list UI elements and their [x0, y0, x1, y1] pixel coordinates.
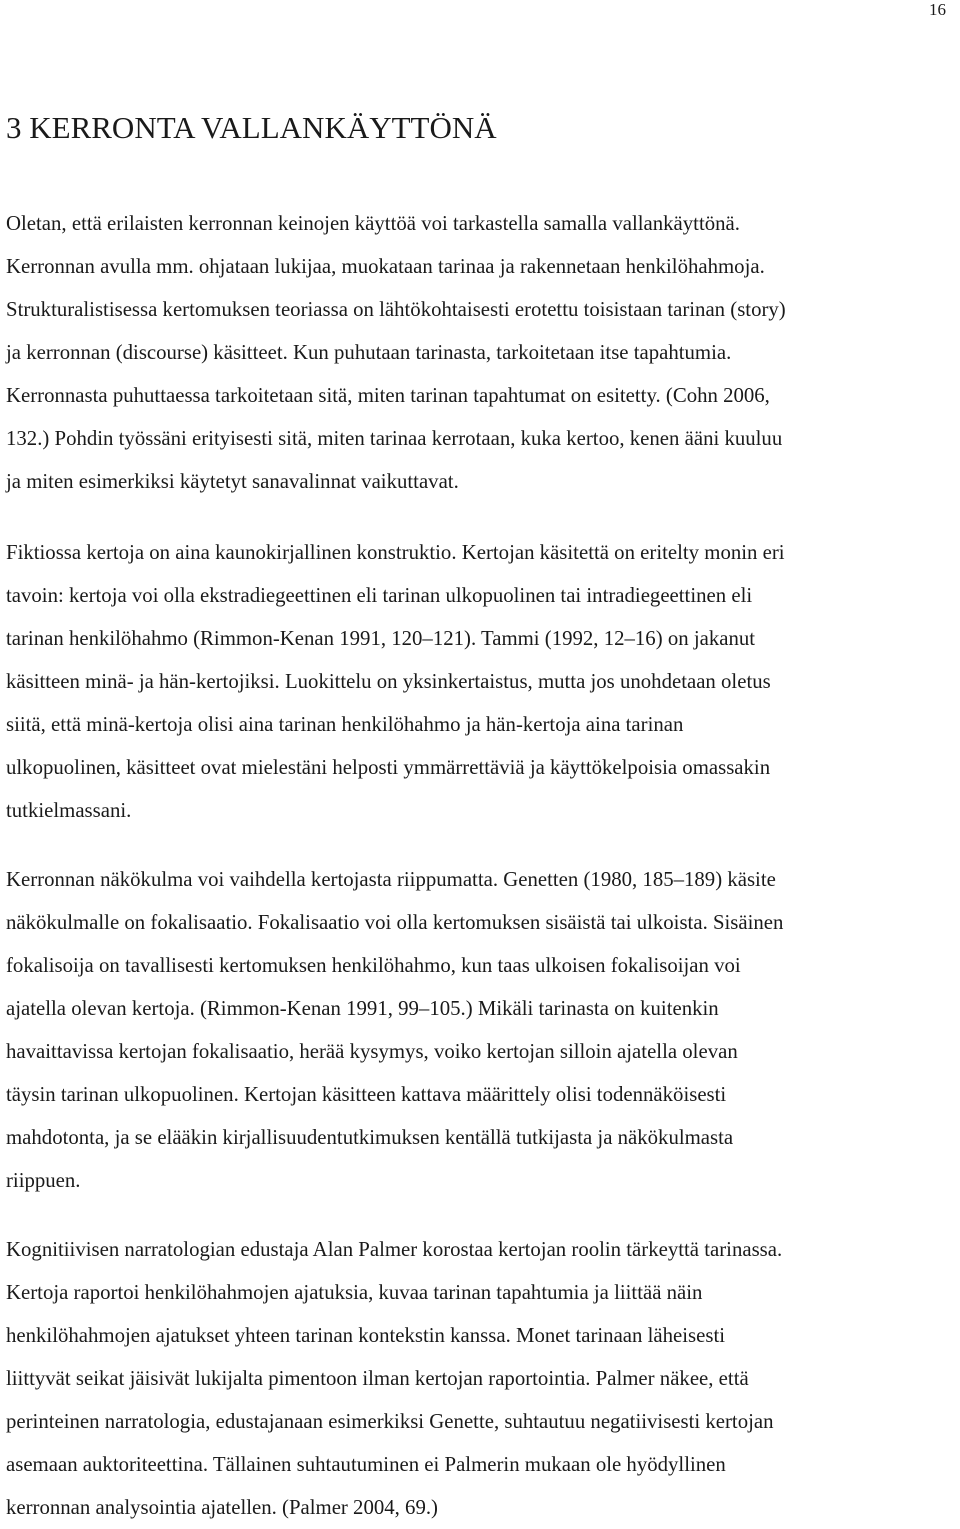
text-line: asemaan auktoriteettina. Tällainen suhtautuminen ei Palmerin mukaan ole hyödyllinen [6, 1453, 726, 1476]
text-line: Kerronnan avulla mm. ohjataan lukijaa, muokataan tarinaa ja rakennetaan henkilöhahmoja. [6, 255, 765, 278]
text-line: näkökulmalle on fokalisaatio. Fokalisaatio voi olla kertomuksen sisäistä tai ulkoista. Sisäinen [6, 911, 784, 934]
text-line: Kerronnasta puhuttaessa tarkoitetaan sitä, miten tarinan tapahtumat on esitetty. (Cohn 2006, [6, 384, 770, 407]
text-line: ja kerronnan (discourse) käsitteet. Kun puhutaan tarinasta, tarkoitetaan itse tapahtumia. [6, 341, 732, 364]
paragraph [6, 202, 956, 503]
text-line: liittyvät seikat jäisivät lukijalta pimentoon ilman kertojan raportointia. Palmer näkee, että [6, 1367, 749, 1390]
text-line: havaittavissa kertojan fokalisaatio, herää kysymys, voiko kertojan silloin ajatella olevan [6, 1040, 738, 1063]
text-line: ajatella olevan kertoja. (Rimmon-Kenan 1991, 99–105.) Mikäli tarinasta on kuitenkin [6, 997, 719, 1020]
text-line: mahdotonta, ja se elääkin kirjallisuudentutkimuksen kentällä tutkijasta ja näkökulmasta [6, 1126, 734, 1149]
text-line: Kognitiivisen narratologian edustaja Alan Palmer korostaa kertojan roolin tärkeyttä tarinassa. [6, 1238, 783, 1261]
chapter-title: 3 KERRONTA VALLANKÄYTTÖNÄ [6, 110, 497, 145]
text-line: siitä, että minä-kertoja olisi aina tarinan henkilöhahmo ja hän-kertoja aina tarinan [6, 713, 684, 736]
text-line: Fiktiossa kertoja on aina kaunokirjallinen konstruktio. Kertojan käsitettä on eritelty monin eri [6, 541, 785, 564]
text-line: fokalisoija on tavallisesti kertomuksen henkilöhahmo, kun taas ulkoisen fokalisoijan voi [6, 954, 741, 977]
text-line: käsitteen minä- ja hän-kertojiksi. Luokittelu on yksinkertaistus, mutta jos unohdetaan oletus [6, 670, 771, 693]
text-line: tarinan henkilöhahmo (Rimmon-Kenan 1991, 120–121). Tammi (1992, 12–16) on jakanut [6, 627, 756, 650]
text-line: henkilöhahmojen ajatukset yhteen tarinan kontekstin kanssa. Monet tarinaan läheisesti [6, 1324, 726, 1347]
page-number: 16 [929, 0, 946, 19]
text-line: perinteinen narratologia, edustajanaan esimerkiksi Genette, suhtautuu negatiivisesti kertojan [6, 1410, 774, 1433]
text-line: täysin tarinan ulkopuolinen. Kertojan käsitteen kattava määrittely olisi todennäköisesti [6, 1083, 727, 1106]
text-line: Kerronnan näkökulma voi vaihdella kertojasta riippumatta. Genetten (1980, 185–189) käsite [6, 868, 776, 891]
text-line: kerronnan analysointia ajatellen. (Palmer 2004, 69.) [6, 1496, 438, 1519]
text-line: tutkielmassani. [6, 799, 132, 822]
paragraph [6, 531, 956, 832]
text-line: Kertoja raportoi henkilöhahmojen ajatuksia, kuvaa tarinan tapahtumia ja liittää näin [6, 1281, 703, 1304]
text-line: riippuen. [6, 1169, 81, 1192]
paragraph [6, 1228, 956, 1529]
text-line: tavoin: kertoja voi olla ekstradiegeettinen eli tarinan ulkopuolinen tai intradiegeettinen eli [6, 584, 753, 607]
text-line: 132.) Pohdin työssäni erityisesti sitä, miten tarinaa kerrotaan, kuka kertoo, kenen ääni kuuluu [6, 427, 783, 450]
text-line: Oletan, että erilaisten kerronnan keinojen käyttöä voi tarkastella samalla vallankäyttönä. [6, 212, 740, 235]
text-line: ja miten esimerkiksi käytetyt sanavalinnat vaikuttavat. [6, 470, 459, 493]
paragraph [6, 858, 956, 1202]
text-line: ulkopuolinen, käsitteet ovat mielestäni helposti ymmärrettäviä ja käyttökelpoisia omassakin [6, 756, 771, 779]
text-line: Strukturalistisessa kertomuksen teoriassa on lähtökohtaisesti erotettu toisistaan tarinan (story) [6, 298, 786, 321]
